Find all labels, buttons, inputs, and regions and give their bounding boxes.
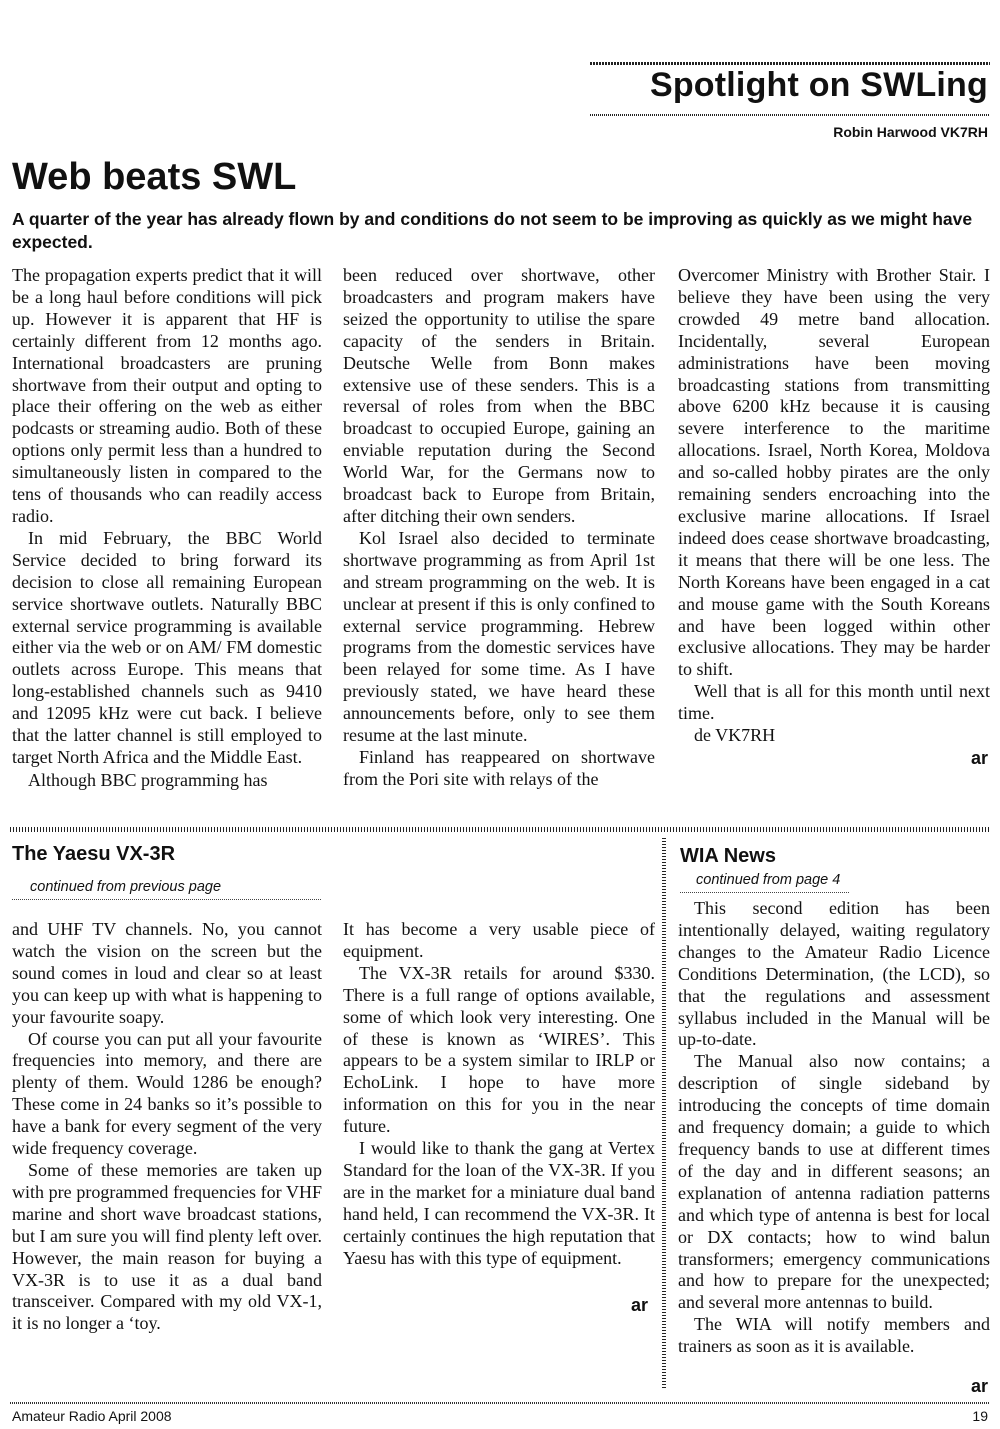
article-end-mark: ar — [970, 748, 988, 768]
yaesu-column-1 — [12, 919, 322, 1339]
section-divider — [10, 827, 990, 832]
yaesu-end-mark: ar — [631, 1295, 649, 1315]
yaesu-continued-note: continued from previous page — [30, 879, 222, 895]
wia-continued-note: continued from page 4 — [696, 872, 841, 888]
article-paragraph: Kol Israel also decided to terminate shortwave programming as from April 1st and stream programming on the web. It is unclear at present if this is only confined to external service programming. Hebrew programs from the domestic services have been relayed for some time. As I have previously stated, we have heard these announcements before, only to see them resume at the last minute. — [343, 527, 655, 746]
article-signoff: de VK7RH — [694, 725, 776, 745]
author-byline: Robin Harwood VK7RH — [833, 124, 988, 140]
wia-continued-rule — [680, 892, 850, 893]
section-title: Spotlight on SWLing — [649, 66, 988, 104]
article-paragraph: Well that is all for this month until next time. — [678, 681, 990, 724]
wia-paragraph: The Manual also now contains; a description of single sideband by introducing the concepts of time domain and frequency domain; a guide to which frequency bands to use at different times of the day and in different seasons; an explanation of antenna radiation patterns and which type of antenna is best for local or DX contacts; how to wind balun transformers; emergency communications and how to prepare for the unexpected; and several more antennas to build. — [678, 1051, 990, 1313]
footer-page-number: 19 — [972, 1408, 988, 1424]
article-paragraph: been reduced over shortwave, other broadcasters and program makers have seized the opportunity to utilise the spare capacity of the senders in Britain. Deutsche Welle from Bonn makes extensive use of these senders. This is a reversal of roles from when the BBC broadcast to occupied Europe, gaining an enviable reputation during the Second World War, for the Germans now to broadcast back to Europe from Britain, after ditching their own senders. — [343, 265, 655, 526]
wia-end-mark: ar — [970, 1376, 988, 1396]
footer-rule — [10, 1402, 990, 1404]
yaesu-paragraph: Some of these memories are taken up with pre programmed frequencies for VHF marine and short wave broadcast stations, but I am sure you will find plenty left over. However, the main reason for buying a VX-3R is to use it as a dual band transceiver. Compared with my old VX-1, it is no longer a ‘toy. — [12, 1159, 322, 1334]
column-divider — [662, 838, 666, 1388]
header-rule-bottom — [590, 114, 990, 116]
article-paragraph: The propagation experts predict that it will be a long haul before conditions will pick up. However it is apparent that HF is certainly different from 12 months ago. International broadcasters are pruning shortwave from their output and opting to place their offering on the web as either podcasts or streaming audio. Both of these options only permit less than a hundred to simultaneously listen in compared to the tens of thousands who can readily access radio. — [12, 265, 322, 526]
yaesu-continued-rule — [12, 899, 322, 900]
yaesu-paragraph: and UHF TV channels. No, you cannot watch the vision on the screen but the sound comes in loud and clear so at least you can keep up with what is happening to your favourite soapy. — [12, 919, 322, 1027]
article-headline: Web beats SWL — [12, 156, 297, 198]
article-paragraph: Overcomer Ministry with Brother Stair. I believe they have been using the very crowded 49 metre band allocation. Incidentally, several European administrations have been moving broadcasting stations from transmitting above 6200 kHz because it is causing severe interference to the maritime allocations. Israel, North Korea, Moldova and so-called hobby pirates are the only remaining senders encroaching into the exclusive marine allocations. If Israel indeed does cease shortwave broadcasting, it means that there will be one less. The North Koreans have been engaged in a cat and mouse game with the South Koreans and have been logged within other exclusive allocations. They may be harder to shift. — [678, 265, 990, 680]
yaesu-paragraph: It has become a very usable piece of equipment. — [343, 919, 655, 961]
article-paragraph: Finland has reappeared on shortwave from the Pori site with relays of the — [343, 746, 655, 789]
article-paragraph: Although BBC programming has — [28, 769, 268, 790]
wia-paragraph: The WIA will notify members and trainers as soon as it is available. — [678, 1314, 990, 1357]
article-paragraph: In mid February, the BBC World Service decided to bring forward its decision to close all remaining European service shortwave outlets. Naturally BBC external service programming is available either via the web or on AM/ FM domestic outlets across Europe. This means that long-established channels such as 9410 and 12095 kHz were cut back. I believe that the latter channel is still employed to target North Africa and the Middle East. — [12, 527, 322, 767]
yaesu-paragraph: I would like to thank the gang at Vertex Standard for the loan of the VX-3R. If you are in the market for a miniature dual band hand held, I can recommend the VX-3R. It certainly continues the high reputation that Yaesu has with this type of equipment. — [343, 1138, 655, 1268]
wia-paragraph: This second edition has been intentionally delayed, waiting regulatory changes to the Amateur Radio Licence Conditions Determination, (the LCD), so that the regulations and assessment syllabus included in the Manual will be up-to-date. — [678, 898, 990, 1050]
yaesu-column-2 — [343, 919, 655, 1299]
footer-publication: Amateur Radio April 2008 — [12, 1408, 172, 1424]
article-intro: A quarter of the year has already flown by and conditions do not seem to be improving as quickly as we might have expected. — [12, 209, 973, 252]
header-rule-top — [590, 62, 990, 65]
article-column-3 — [678, 265, 990, 745]
yaesu-paragraph: Of course you can put all your favourite frequencies into memory, and there are plenty of them. Would 1286 be enough? These come in 24 banks so it’s possible to have a bank for every segment of the very wide frequency coverage. — [12, 1028, 322, 1159]
article-column-1 — [12, 265, 322, 815]
yaesu-paragraph: The VX-3R retails for around $330. There is a full range of options available, some of which look very interesting. One of these is known as ‘WIRES’. This appears to be a system similar to IRLP or EchoLink. I hope to have more information on this for you in the near future. — [343, 962, 655, 1137]
wia-title: WIA News — [680, 845, 776, 867]
yaesu-title: The Yaesu VX-3R — [12, 843, 176, 865]
article-column-2 — [343, 265, 655, 815]
wia-column — [678, 898, 990, 1378]
